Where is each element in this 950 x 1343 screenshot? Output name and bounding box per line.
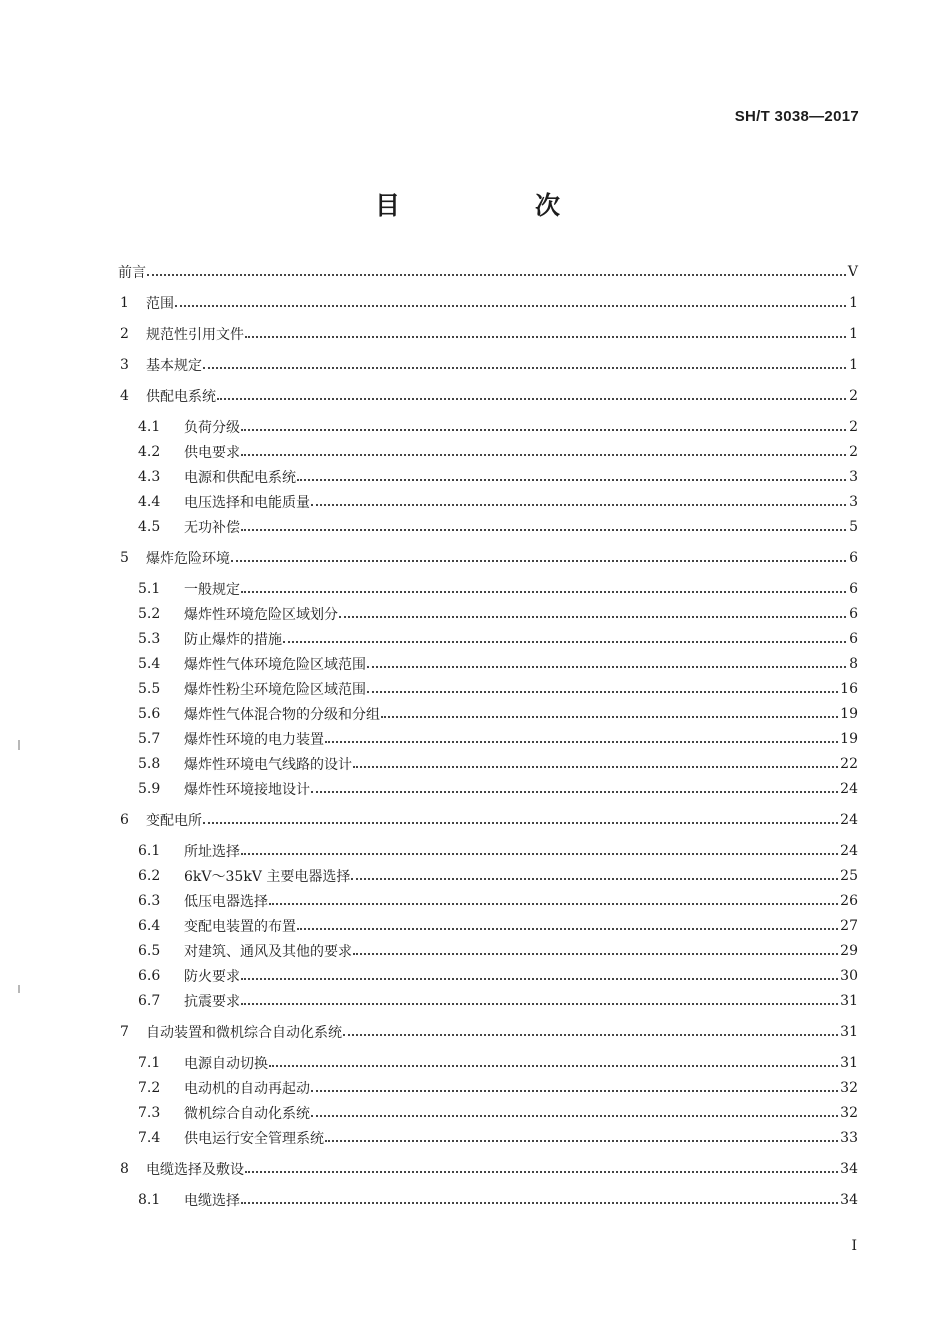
toc-entry[interactable] bbox=[0, 1077, 950, 1099]
dot-leader bbox=[351, 866, 838, 880]
dot-leader bbox=[241, 579, 846, 593]
toc-entry-label: 电源自动切换 bbox=[184, 1056, 268, 1072]
toc-entry-page: 34 bbox=[840, 1192, 858, 1208]
toc-entry-page: 6 bbox=[849, 606, 858, 622]
toc-entry[interactable] bbox=[0, 292, 950, 314]
toc-entry[interactable] bbox=[0, 678, 950, 700]
toc-entry[interactable] bbox=[0, 865, 950, 887]
toc-entry[interactable] bbox=[0, 354, 950, 376]
dot-leader bbox=[203, 810, 838, 824]
dot-leader bbox=[241, 442, 846, 456]
toc-entry-label: 爆炸性气体环境危险区域范围 bbox=[184, 657, 366, 673]
dot-leader bbox=[217, 386, 846, 400]
dot-leader bbox=[241, 991, 838, 1005]
toc-entry-label: 电压选择和电能质量 bbox=[184, 495, 310, 511]
toc-entry-page: 33 bbox=[840, 1130, 858, 1146]
dot-leader bbox=[203, 355, 846, 369]
toc-entry[interactable] bbox=[0, 753, 950, 775]
toc-entry-number: 4.1 bbox=[138, 419, 161, 435]
dot-leader bbox=[325, 1128, 838, 1142]
toc-entry-number: 5.2 bbox=[138, 606, 161, 622]
toc-entry-number: 6.7 bbox=[138, 993, 161, 1009]
toc-entry-page: 2 bbox=[849, 444, 858, 460]
toc-entry-label: 自动装置和微机综合自动化系统 bbox=[146, 1025, 342, 1041]
toc-entry[interactable] bbox=[0, 628, 950, 650]
toc-entry-page: 24 bbox=[840, 781, 858, 797]
toc-entry-page: 2 bbox=[849, 388, 858, 404]
toc-entry-label: 范围 bbox=[146, 296, 174, 312]
toc-entry[interactable] bbox=[0, 547, 950, 569]
toc-entry-label: 爆炸性环境的电力装置 bbox=[184, 732, 324, 748]
dot-leader bbox=[297, 916, 838, 930]
toc-entry[interactable] bbox=[0, 809, 950, 831]
toc-entry-label: 爆炸性气体混合物的分级和分组 bbox=[184, 707, 380, 723]
dot-leader bbox=[231, 548, 846, 562]
toc-entry[interactable] bbox=[0, 441, 950, 463]
toc-entry-number: 3 bbox=[120, 357, 129, 373]
toc-entry-page: 27 bbox=[840, 918, 858, 934]
toc-entry-label: 规范性引用文件 bbox=[146, 327, 244, 343]
toc-entry-label: 所址选择 bbox=[184, 844, 240, 860]
toc-entry[interactable] bbox=[0, 965, 950, 987]
toc-entry-page: 25 bbox=[840, 868, 858, 884]
dot-leader bbox=[241, 841, 838, 855]
toc-entry-page: 24 bbox=[840, 843, 858, 859]
toc-entry-page: 34 bbox=[840, 1161, 858, 1177]
dot-leader bbox=[147, 262, 846, 276]
dot-leader bbox=[311, 779, 838, 793]
toc-entry-number: 4.5 bbox=[138, 519, 161, 535]
toc-entry-page: 31 bbox=[840, 1055, 858, 1071]
toc-entry-label: 一般规定 bbox=[184, 582, 240, 598]
toc-entry-page: 31 bbox=[840, 993, 858, 1009]
dot-leader bbox=[367, 654, 846, 668]
toc-entry-page: 3 bbox=[849, 494, 858, 510]
toc-entry-page: 30 bbox=[840, 968, 858, 984]
toc-entry[interactable] bbox=[0, 653, 950, 675]
toc-entry-number: 6.3 bbox=[138, 893, 161, 909]
toc-entry-number: 6.5 bbox=[138, 943, 161, 959]
toc-entry-page: 26 bbox=[840, 893, 858, 909]
dot-leader bbox=[269, 1053, 838, 1067]
dot-leader bbox=[367, 679, 838, 693]
toc-entry-page: 19 bbox=[840, 706, 858, 722]
dot-leader bbox=[245, 324, 846, 338]
toc-entry-page: 8 bbox=[849, 656, 858, 672]
toc-title: 目 次 bbox=[374, 191, 615, 220]
toc-entry[interactable] bbox=[0, 516, 950, 538]
toc-entry-number: 7 bbox=[120, 1024, 129, 1040]
dot-leader bbox=[343, 1022, 838, 1036]
toc-entry-label: 防止爆炸的措施 bbox=[184, 632, 282, 648]
toc-entry[interactable] bbox=[0, 578, 950, 600]
toc-entry-label: 6kV～35kV 主要电器选择 bbox=[184, 869, 351, 885]
toc-entry-number: 1 bbox=[120, 295, 129, 311]
toc-entry-label: 爆炸性粉尘环境危险区域范围 bbox=[184, 682, 366, 698]
toc-entry-number: 7.4 bbox=[138, 1130, 161, 1146]
dot-leader bbox=[241, 1190, 838, 1204]
toc-entry-page: 24 bbox=[840, 812, 858, 828]
toc-entry[interactable] bbox=[0, 603, 950, 625]
toc-entry-page: 32 bbox=[840, 1105, 858, 1121]
toc-entry-number: 5.5 bbox=[138, 681, 161, 697]
toc-entry-page: 32 bbox=[840, 1080, 858, 1096]
toc-entry[interactable] bbox=[0, 385, 950, 407]
dot-leader bbox=[311, 1078, 838, 1092]
toc-entry-label: 负荷分级 bbox=[184, 420, 240, 436]
toc-entry-number: 6.1 bbox=[138, 843, 161, 859]
toc-entry-page: 3 bbox=[849, 469, 858, 485]
toc-entry-number: 8 bbox=[120, 1161, 129, 1177]
dot-leader bbox=[175, 293, 846, 307]
toc-entry-label: 电源和供配电系统 bbox=[184, 470, 296, 486]
dot-leader bbox=[353, 754, 838, 768]
toc-entry[interactable] bbox=[0, 1127, 950, 1149]
toc-entry-label: 基本规定 bbox=[146, 358, 202, 374]
toc-entry-label: 抗震要求 bbox=[184, 994, 240, 1010]
toc-entry-number: 5.3 bbox=[138, 631, 161, 647]
toc-entry-number: 6.4 bbox=[138, 918, 161, 934]
toc-entry[interactable] bbox=[0, 1021, 950, 1043]
toc-entry-page: V bbox=[847, 264, 858, 280]
toc-entry[interactable] bbox=[0, 1102, 950, 1124]
toc-entry-label: 供电要求 bbox=[184, 445, 240, 461]
toc-entry-label: 电缆选择及敷设 bbox=[146, 1162, 244, 1178]
toc-entry-page: 16 bbox=[840, 681, 858, 697]
toc-entry-number: 5.8 bbox=[138, 756, 161, 772]
toc-entry-label: 电动机的自动再起动 bbox=[184, 1081, 310, 1097]
dot-leader bbox=[325, 729, 838, 743]
toc-entry-page: 1 bbox=[849, 295, 858, 311]
toc-entry[interactable] bbox=[0, 323, 950, 345]
toc-entry[interactable] bbox=[0, 728, 950, 750]
toc-entry-page: 19 bbox=[840, 731, 858, 747]
toc-entry-label: 爆炸性环境接地设计 bbox=[184, 782, 310, 798]
dot-leader bbox=[241, 417, 846, 431]
toc-entry[interactable] bbox=[0, 778, 950, 800]
toc-entry-page: 1 bbox=[849, 326, 858, 342]
toc-entry-label: 电缆选择 bbox=[184, 1193, 240, 1209]
toc-entry-page: 6 bbox=[849, 631, 858, 647]
toc-entry-label: 对建筑、通风及其他的要求 bbox=[184, 944, 352, 960]
toc-entry-number: 5.9 bbox=[138, 781, 161, 797]
toc-entry[interactable] bbox=[0, 940, 950, 962]
toc-entry-number: 5.6 bbox=[138, 706, 161, 722]
toc-entry-label: 无功补偿 bbox=[184, 520, 240, 536]
toc-entry-number: 5.7 bbox=[138, 731, 161, 747]
toc-entry-page: 29 bbox=[840, 943, 858, 959]
toc-entry-number: 7.1 bbox=[138, 1055, 161, 1071]
toc-entry-number: 2 bbox=[120, 326, 129, 342]
toc-entry[interactable] bbox=[0, 840, 950, 862]
dot-leader bbox=[283, 629, 846, 643]
dot-leader bbox=[311, 492, 846, 506]
toc-entry-page: 31 bbox=[840, 1024, 858, 1040]
dot-leader bbox=[269, 891, 838, 905]
toc-entry-page: 22 bbox=[840, 756, 858, 772]
dot-leader bbox=[381, 704, 838, 718]
toc-entry-number: 4.4 bbox=[138, 494, 161, 510]
toc-entry-label: 变配电所 bbox=[146, 813, 202, 829]
page-number: I bbox=[851, 1238, 857, 1254]
toc-entry[interactable] bbox=[0, 990, 950, 1012]
dot-leader bbox=[353, 941, 838, 955]
toc-entry-label: 变配电装置的布置 bbox=[184, 919, 296, 935]
toc-entry-number: 6.2 bbox=[138, 868, 161, 884]
toc-entry[interactable] bbox=[0, 1158, 950, 1180]
toc-entry-page: 1 bbox=[849, 357, 858, 373]
toc-entry-label: 供电运行安全管理系统 bbox=[184, 1131, 324, 1147]
toc-entry-number: 8.1 bbox=[138, 1192, 161, 1208]
toc-entry-number: 6 bbox=[120, 812, 129, 828]
toc-entry-label: 供配电系统 bbox=[146, 389, 216, 405]
toc-entry-label: 低压电器选择 bbox=[184, 894, 268, 910]
toc-entry-number: 4 bbox=[120, 388, 129, 404]
toc-entry-number: 5.4 bbox=[138, 656, 161, 672]
toc-entry-page: 6 bbox=[849, 581, 858, 597]
toc-entry[interactable] bbox=[0, 466, 950, 488]
dot-leader bbox=[311, 1103, 838, 1117]
toc-entry-label: 爆炸性环境电气线路的设计 bbox=[184, 757, 352, 773]
toc-entry-label: 爆炸性环境危险区域划分 bbox=[184, 607, 338, 623]
toc-entry-page: 2 bbox=[849, 419, 858, 435]
toc-entry[interactable] bbox=[0, 1189, 950, 1211]
toc-entry[interactable] bbox=[0, 261, 950, 283]
toc-entry-label: 爆炸危险环境 bbox=[146, 551, 230, 567]
toc-entry-number: 6.6 bbox=[138, 968, 161, 984]
document-code: SH/T 3038—2017 bbox=[734, 108, 859, 125]
toc-entry-label: 防火要求 bbox=[184, 969, 240, 985]
toc-entry-label: 微机综合自动化系统 bbox=[184, 1106, 310, 1122]
toc-entry-number: 7.2 bbox=[138, 1080, 161, 1096]
toc-entry-page: 6 bbox=[849, 550, 858, 566]
toc-entry-label: 前言 bbox=[118, 265, 146, 281]
dot-leader bbox=[339, 604, 846, 618]
toc-entry-page: 5 bbox=[849, 519, 858, 535]
toc-entry[interactable] bbox=[0, 416, 950, 438]
toc-entry-number: 4.2 bbox=[138, 444, 161, 460]
toc-entry[interactable] bbox=[0, 703, 950, 725]
toc-entry-number: 7.3 bbox=[138, 1105, 161, 1121]
toc-entry-number: 5.1 bbox=[138, 581, 161, 597]
dot-leader bbox=[241, 966, 838, 980]
toc-entry-number: 4.3 bbox=[138, 469, 161, 485]
toc-entry[interactable] bbox=[0, 491, 950, 513]
dot-leader bbox=[245, 1159, 838, 1173]
toc-entry[interactable] bbox=[0, 890, 950, 912]
toc-entry[interactable] bbox=[0, 1052, 950, 1074]
toc-entry-number: 5 bbox=[120, 550, 129, 566]
dot-leader bbox=[241, 517, 846, 531]
toc-entry[interactable] bbox=[0, 915, 950, 937]
dot-leader bbox=[297, 467, 846, 481]
